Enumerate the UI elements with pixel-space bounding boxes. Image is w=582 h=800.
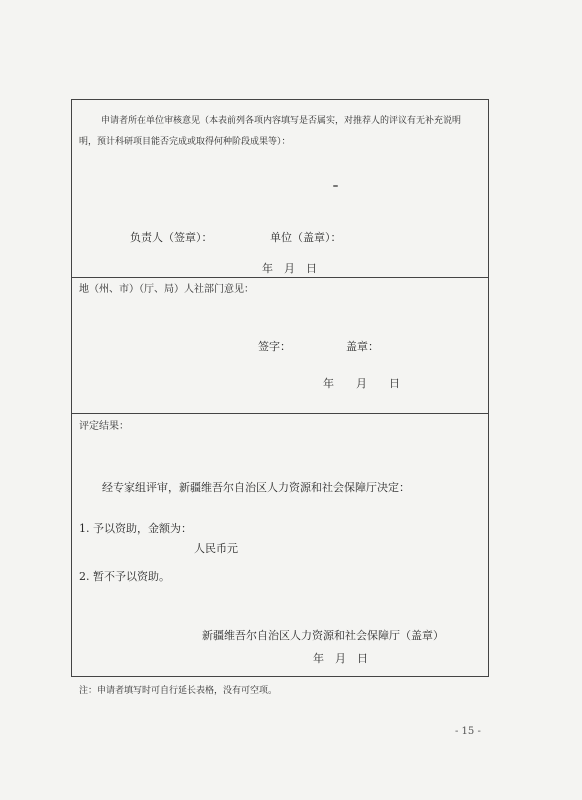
hr-dept-date: 年 月 日 [323,377,400,390]
unit-seal-label: 单位（盖章）： [270,231,342,244]
row-divider-1 [71,277,489,278]
evaluation-result-heading: 评定结果： [79,421,129,432]
unit-review-date: 年 月 日 [262,262,317,275]
scan-mark [333,185,338,187]
evaluation-statement: 经专家组评审，新疆维吾尔自治区人力资源和社会保障厅决定： [102,481,410,494]
form-table [71,99,489,677]
funding-option-decline: 2. 暂不予以资助。 [79,570,170,583]
page-number: - 15 - [455,726,481,737]
funding-currency-label: 人民币元 [194,542,238,555]
hr-dept-signature-label: 签字： [258,340,291,353]
responsible-person-signature-label: 负责人（签章）： [130,231,213,244]
row-divider-2 [71,413,489,414]
funding-option-approve: 1. 予以资助，金额为： [79,522,192,535]
unit-review-heading-line2: 明，预计科研项目能否完成或取得何种阶段成果等）： [79,137,291,147]
unit-review-heading-line1: 申请者所在单位审核意见（本表前列各项内容填写是否属实，对推荐人的评议有无补充说明 [101,116,462,126]
evaluation-date: 年 月 日 [313,652,368,665]
footnote: 注：申请者填写时可自行延长表格，没有可空项。 [79,686,278,696]
issuing-authority-seal: 新疆维吾尔自治区人力资源和社会保障厅（盖章） [202,629,444,642]
hr-dept-seal-label: 盖章： [346,340,379,353]
hr-dept-opinion-heading: 地（州、市）（厅、局）人社部门意见： [79,284,254,295]
